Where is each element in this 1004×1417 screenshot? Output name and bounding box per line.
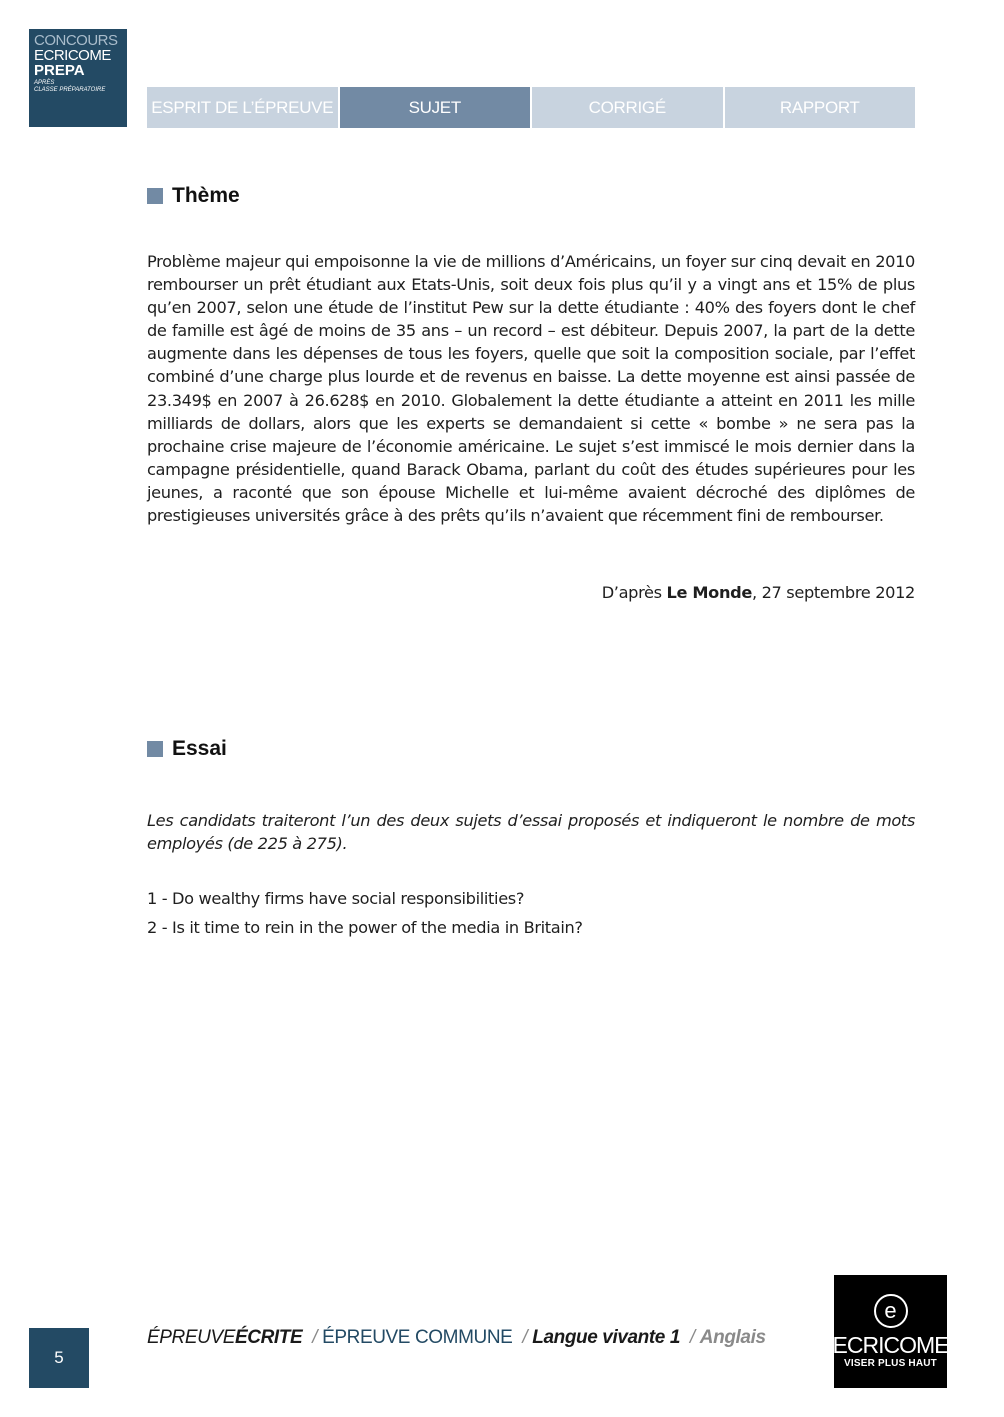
ecricome-brand: ECRICOME [832, 1332, 949, 1358]
footer-breadcrumb [147, 1327, 766, 1349]
footer-ecrite: ÉCRITE [235, 1327, 303, 1348]
footer-separator: / [312, 1327, 318, 1348]
source-date: , 27 septembre 2012 [751, 583, 915, 602]
tab-esprit-epreuve[interactable]: ESPRIT DE L’ÉPREUVE [147, 87, 338, 128]
tab-sujet[interactable]: SUJET [340, 87, 531, 128]
footer-separator: / [689, 1327, 695, 1348]
source-name: Le Monde [666, 583, 752, 602]
theme-heading [147, 184, 240, 208]
tab-corrige[interactable]: CORRIGÉ [532, 87, 723, 128]
ecricome-logo [834, 1275, 947, 1388]
essai-question-2: 2 - Is it time to rein in the power of the media in Britain? [147, 918, 583, 937]
theme-paragraph: Problème majeur qui empoisonne la vie de millions d’Américains, un foyer sur cinq devait en 2010 rembourser un prêt étudiant aux Etats-Unis, soit deux fois plus qu’il y a vingt ans et 15% de plus qu’en 2007, selon une étude de l’institut Pew sur la dette étudiante : 40% des foyers dont le chef de famille est âgé de moins de 35 ans – un record – est débiteur. Depuis 2007, la part de la dette augmente dans les dépenses de tous les foyers, quelle que soit la composition sociale, par l’effet combiné d’une charge plus lourde et de revenus en baisse. La dette moyenne est ainsi passée de 23.349$ en 2007 à 26.628$ en 2010. Globalement la dette étudiante a atteint en 2011 les mille milliards de dollars, alors que les experts se demandaient si cette « bombe » ne sera pas la prochaine crise majeure de l’économie américaine. Le sujet s’est immiscé le mois dernier dans la campagne présidentielle, quand Barack Obama, parlant du coût des études supérieures pour les jeunes, a raconté que son épouse Michelle et lui-même avaient décroché des diplômes de prestigieuses universités grâce à des prêts qu’ils n’avaient que récemment fini de rembourser. [147, 252, 915, 526]
logo-line-concours: CONCOURS [34, 32, 118, 49]
logo-line-classe: CLASSE PRÉPARATOIRE [34, 87, 106, 93]
footer-langue: Langue vivante 1 [532, 1327, 681, 1348]
essai-question-1: 1 - Do wealthy firms have social responsibilities? [147, 889, 525, 908]
footer-anglais: Anglais [699, 1327, 766, 1348]
logo-line-apres: APRÈS [34, 80, 55, 86]
essai-heading [147, 737, 227, 761]
source-prefix: D’après [601, 583, 667, 602]
essai-title: Essai [172, 737, 227, 760]
essai-instructions: Les candidats traiteront l’un des deux sujets d’essai proposés et indiqueront le nombre de mots employés (de 225 à 275). [147, 811, 915, 854]
concours-ecricome-prepa-logo [29, 29, 127, 127]
footer-commune: COMMUNE [414, 1327, 513, 1348]
logo-line-ecricome: ECRICOME [34, 47, 111, 64]
square-bullet-icon [147, 741, 163, 757]
section-tabs [147, 87, 915, 128]
source-citation [602, 583, 915, 602]
footer-separator: / [522, 1327, 528, 1348]
ecricome-e-icon: e [874, 1294, 908, 1328]
footer-epreuve: ÉPREUVE [147, 1327, 236, 1348]
footer-epreuve-2: ÉPREUVE [322, 1327, 411, 1348]
tab-rapport[interactable]: RAPPORT [725, 87, 916, 128]
theme-title: Thème [172, 184, 240, 207]
square-bullet-icon [147, 188, 163, 204]
logo-line-prepa: PREPA [34, 62, 85, 79]
ecricome-tagline: VISER PLUS HAUT [843, 1358, 937, 1369]
page-number: 5 [29, 1328, 89, 1388]
